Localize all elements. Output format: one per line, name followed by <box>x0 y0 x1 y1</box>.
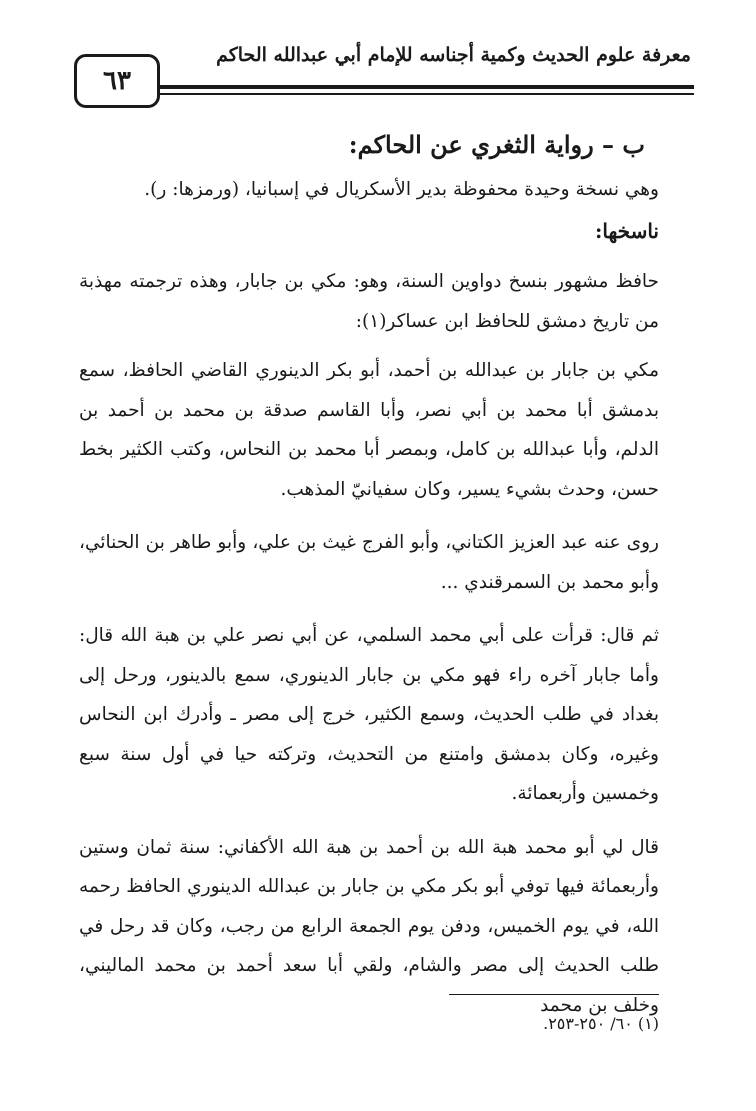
page-body <box>79 126 659 1039</box>
paragraph: ثم قال: قرأت على أبي محمد السلمي، عن أبي نصر علي بن هبة الله قال: وأما جابار آخره راء فهو مكي بن جابار الدينوري، سمع بالدينور، ورحل إلى بغداد في طلب الحديث، وسمع الكثير، خرج إلى مصر ـ وأدرك ابن النحاس وغيره، وكان بدمشق وامتنع من التحديث، وتركته حيا في أول سنة سبع وخمسين وأربعمائة. <box>79 625 659 804</box>
header-rule-thin <box>156 93 694 95</box>
header-rule-thick <box>156 85 694 89</box>
paragraph: مكي بن جابار بن عبدالله بن أحمد، أبو بكر الدينوري القاضي الحافظ، سمع بدمشق أبا محمد بن أبي نصر، وأبا القاسم صدقة بن محمد بن أحمد بن الدلم، وأبا عبدالله بن كامل، وبمصر أبا محمد بن النحاس، وكتب الكثير بخط حسن، وحدث بشيء يسير، وكان سفيانيّ المذهب. <box>79 360 659 500</box>
section-intro: وهي نسخة وحيدة محفوظة بدير الأسكريال في إسبانيا، (ورمزها: ر). <box>144 179 659 200</box>
paragraph: روى عنه عبد العزيز الكتاني، وأبو الفرج غيث بن علي، وأبو طاهر بن الحنائي، وأبو محمد بن السمرقندي ... <box>79 532 659 593</box>
paragraph: قال لي أبو محمد هبة الله بن أحمد بن هبة الله الأكفاني: سنة ثمان وستين وأربعمائة فيها توفي أبو بكر مكي بن جابار بن عبدالله الدينوري الحافظ رحمه الله، في يوم الخميس، ودفن يوم الجمعة الرابع من رجب، وكان قد رحل في طلب الحديث إلى مصر والشام، ولقي أبا سعد أحمد بن محمد الماليني، وخلف بن محمد <box>79 836 659 1016</box>
paragraph: حافظ مشهور بنسخ دواوين السنة، وهو: مكي بن جابار، وهذه ترجمته مهذبة من تاريخ دمشق للحافظ ابن عساكر(١): <box>79 271 659 332</box>
footnote: (١) ٦٠/ ٢٥٠-٢٥٣. <box>543 1014 659 1033</box>
copyist-heading: ناسخها: <box>594 219 659 243</box>
page-number: ٦٣ <box>103 66 131 96</box>
running-title: معرفة علوم الحديث وكمية أجناسه للإمام أبي عبدالله الحاكم <box>216 44 691 66</box>
section-title: ب – رواية الثغري عن الحاكم: <box>348 130 645 159</box>
footnote-separator <box>449 994 659 995</box>
page-number-box <box>74 54 160 108</box>
